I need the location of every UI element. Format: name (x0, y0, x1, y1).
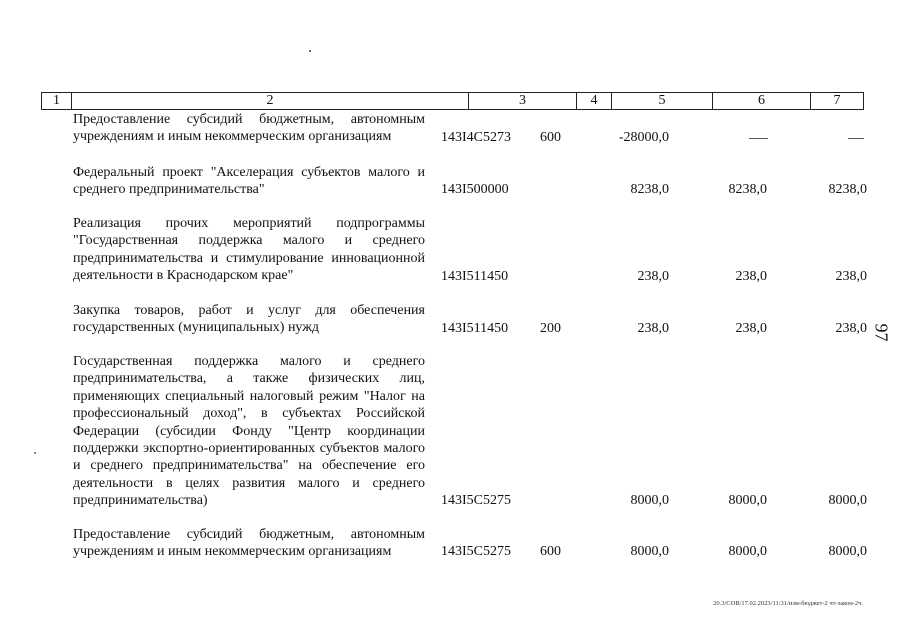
column-header-4: 4 (577, 93, 612, 109)
row-value-col5: 8000,0 (630, 493, 669, 508)
row-code: 143I5C5275 (441, 544, 511, 559)
row-value-col7-dash (848, 138, 864, 139)
row-value-col5: 238,0 (637, 269, 669, 284)
row-value-col5: 238,0 (637, 321, 669, 336)
row-value-col6: 8238,0 (728, 182, 767, 197)
column-header-6: 6 (713, 93, 811, 109)
row-value-col7: 238,0 (835, 269, 867, 284)
stray-dot (309, 50, 311, 52)
row-description: Федеральный проект "Акселерация субъектов малого и среднего предпринимательства" (73, 165, 425, 198)
row-value-col5: 8238,0 (630, 182, 669, 197)
row-description: Предоставление субсидий бюджетным, автономным учреждениям и иным некоммерческим организациям (73, 112, 425, 145)
row-code: 143I511450 (441, 269, 509, 284)
column-header-2: 2 (72, 93, 469, 109)
row-value-col6: 8000,0 (728, 493, 767, 508)
column-header-1: 1 (42, 93, 72, 109)
row-value-col5: -28000,0 (618, 130, 669, 145)
row-value-col6: 238,0 (735, 269, 767, 284)
row-value-col6: 8000,0 (728, 544, 767, 559)
row-code: 143I500000 (441, 182, 509, 197)
column-header-3: 3 (469, 93, 577, 109)
row-code: 143I511450 (441, 321, 509, 336)
row-value-col7: 8238,0 (828, 182, 867, 197)
row-value-col7: 238,0 (835, 321, 867, 336)
column-header-row (41, 92, 864, 110)
document-footer: 20.3/СОВ/17.02.2023/11:31/изм-бюджет-2 чт-закон-2ч. (713, 600, 863, 607)
margin-mark (34, 452, 36, 454)
column-header-7: 7 (833, 93, 841, 108)
row-description: Закупка товаров, работ и услуг для обеспечения государственных (муниципальных) нужд (73, 303, 425, 336)
row-description: Реализация прочих мероприятий подпрограммы "Государственная поддержка малого и среднего предпринимательства и стимулирование инновационной деятельности в Краснодарском крае" (73, 216, 425, 284)
row-value-col7: 8000,0 (828, 544, 867, 559)
row-kvr: 600 (540, 130, 561, 145)
row-value-col5: 8000,0 (630, 544, 669, 559)
row-value-col7: 8000,0 (828, 493, 867, 508)
row-kvr: 600 (540, 544, 561, 559)
row-kvr: 200 (540, 321, 561, 336)
column-header-5: 5 (612, 93, 713, 109)
page-number: 97 (871, 323, 892, 342)
row-description: Государственная поддержка малого и среднего предпринимательства, а также физических лиц, применяющих специальный налоговый режим "Налог на профессиональный доход", в субъектах Российской Федерации (субсидии Фонду "Центр координации поддержки экспортно-ориентированных субъектов малого и среднего предпринимательства" на обеспечение его деятельности в целях развития малого и среднего предпринимательства) (73, 354, 425, 509)
row-description: Предоставление субсидий бюджетным, автономным учреждениям и иным некоммерческим организациям (73, 527, 425, 560)
row-value-col6-dash (749, 138, 768, 139)
row-code: 143I4C5273 (441, 130, 511, 145)
row-code: 143I5C5275 (441, 493, 511, 508)
row-value-col6: 238,0 (735, 321, 767, 336)
